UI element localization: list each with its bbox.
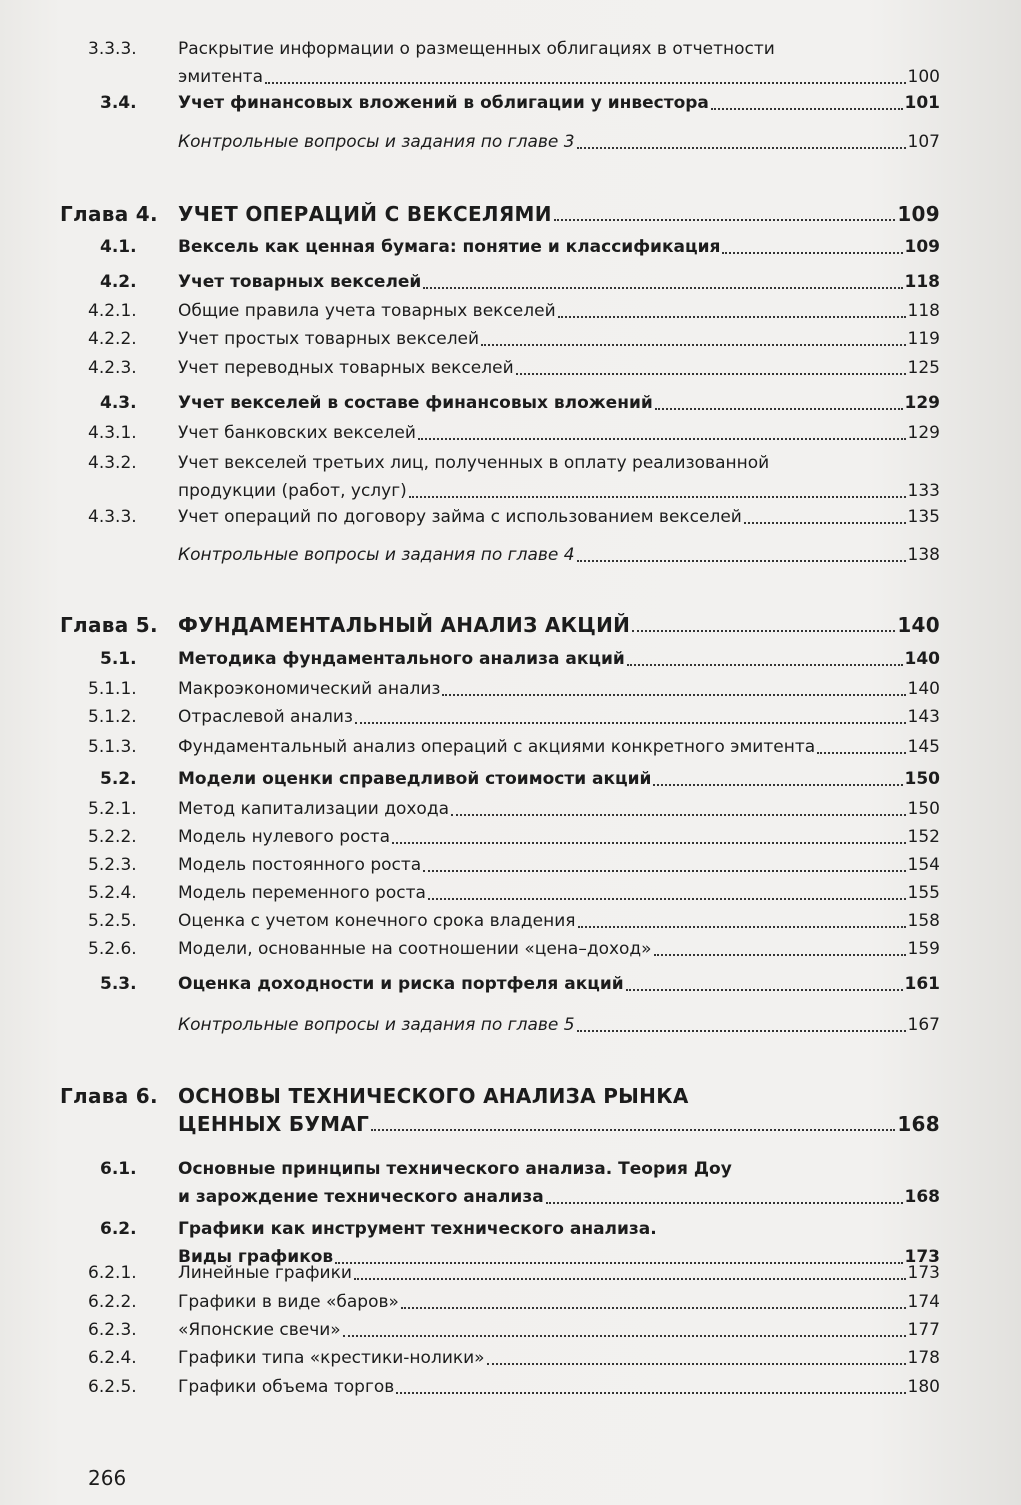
dot-leader — [409, 495, 906, 498]
toc-entry-page: 168 — [897, 1112, 940, 1136]
toc-entry-body — [178, 544, 940, 566]
toc-entry-body — [178, 328, 940, 350]
toc-entry-number: 6.1. — [100, 1159, 137, 1179]
toc-entry-title: Учет товарных векселей — [178, 272, 422, 292]
toc-entry-page: 167 — [907, 1015, 940, 1035]
toc-entry-title: Виды графиков — [178, 1247, 334, 1267]
toc-entry-page: 135 — [907, 507, 940, 527]
toc-entry-body — [178, 300, 940, 322]
toc-entry-title: УЧЕТ ОПЕРАЦИЙ С ВЕКСЕЛЯМИ — [178, 202, 552, 226]
toc-entry-body — [178, 768, 940, 790]
dot-leader — [722, 251, 902, 254]
toc-entry-body — [178, 452, 940, 502]
toc-entry-body — [178, 422, 940, 444]
dot-leader — [558, 315, 906, 318]
toc-entry-body — [178, 1014, 940, 1036]
toc-entry-title: Отраслевой анализ — [178, 707, 353, 727]
dot-leader — [354, 1277, 906, 1280]
toc-entry-body — [178, 38, 940, 88]
toc-entry-number: 6.2.2. — [88, 1292, 137, 1312]
toc-entry-page: 143 — [907, 707, 940, 727]
dot-leader — [392, 841, 905, 844]
dot-leader — [401, 1306, 906, 1309]
toc-entry-number: 5.2.5. — [88, 911, 137, 931]
toc-entry-body — [178, 910, 940, 932]
toc-entry-body — [178, 203, 940, 225]
toc-entry-number: 4.3.3. — [88, 507, 137, 527]
toc-entry-title: Вексель как ценная бумага: понятие и классификация — [178, 237, 721, 257]
toc-entry-title: Учет переводных товарных векселей — [178, 358, 514, 378]
toc-entry-number: Глава 4. — [60, 202, 158, 226]
toc-entry-page: 140 — [904, 649, 940, 669]
dot-leader — [487, 1362, 906, 1365]
dot-leader — [265, 81, 906, 84]
toc-entry-number: 5.3. — [100, 974, 137, 994]
toc-entry-page: 145 — [907, 737, 940, 757]
dot-leader — [371, 1128, 895, 1131]
toc-entry-title: Модель переменного роста — [178, 883, 426, 903]
toc-entry-body — [178, 1347, 940, 1369]
dot-leader — [516, 372, 906, 375]
toc-entry-body — [178, 1158, 940, 1208]
toc-entry-body — [178, 826, 940, 848]
toc-entry-page: 140 — [907, 679, 940, 699]
toc-entry-title: и зарождение технического анализа — [178, 1187, 544, 1207]
dot-leader — [655, 407, 903, 410]
toc-entry-title: ФУНДАМЕНТАЛЬНЫЙ АНАЛИЗ АКЦИЙ — [178, 613, 631, 637]
toc-entry-title: Оценка с учетом конечного срока владения — [178, 911, 576, 931]
toc-entry-number: 5.1.1. — [88, 679, 137, 699]
dot-leader — [428, 897, 906, 900]
toc-entry-body — [178, 678, 940, 700]
toc-entry-number: 5.2.1. — [88, 799, 137, 819]
toc-entry-number: Глава 5. — [60, 613, 158, 637]
dot-leader — [546, 1201, 903, 1204]
toc-entry-number: Глава 6. — [60, 1084, 158, 1108]
toc-entry-title: Контрольные вопросы и задания по главе 3 — [178, 132, 575, 152]
toc-entry-title: Модель постоянного роста — [178, 855, 422, 875]
toc-entry-body — [178, 1262, 940, 1284]
dot-leader — [578, 925, 906, 928]
toc-entry-page: 155 — [907, 883, 940, 903]
toc-entry-title-line1: Раскрытие информации о размещенных облигациях в отчетности — [178, 39, 775, 59]
toc-entry-page: 129 — [904, 393, 940, 413]
toc-entry-title: Графики типа «крестики-нолики» — [178, 1348, 485, 1368]
toc-entry-number: 5.2. — [100, 769, 137, 789]
toc-entry-title: Методика фундаментального анализа акций — [178, 649, 625, 669]
toc-entry-body — [178, 236, 940, 258]
dot-leader — [451, 813, 906, 816]
toc-entry-page: 140 — [897, 613, 940, 637]
toc-entry-title: продукции (работ, услуг) — [178, 481, 407, 501]
toc-entry-page: 138 — [907, 545, 940, 565]
toc-entry-page: 180 — [907, 1377, 940, 1397]
toc-entry-title: Учет векселей в составе финансовых вложений — [178, 393, 653, 413]
toc-entry-body — [178, 1218, 940, 1268]
toc-entry-number: 4.3.1. — [88, 423, 137, 443]
toc-entry-page: 133 — [907, 481, 940, 501]
toc-entry-title: Модели, основанные на соотношении «цена–доход» — [178, 939, 652, 959]
toc-entry-title-line1: Учет векселей третьих лиц, полученных в оплату реализованной — [178, 453, 770, 473]
toc-entry-number: 4.2.3. — [88, 358, 137, 378]
toc-entry-page: 173 — [907, 1263, 940, 1283]
toc-entry-number: 6.2.1. — [88, 1263, 137, 1283]
toc-entry-body — [178, 1291, 940, 1313]
toc-entry-body — [178, 1085, 940, 1135]
toc-entry-title: Учет простых товарных векселей — [178, 329, 480, 349]
toc-entry-page: 125 — [907, 358, 940, 378]
toc-entry-title: Общие правила учета товарных векселей — [178, 301, 556, 321]
toc-entry-number: 5.2.3. — [88, 855, 137, 875]
toc-entry-page: 150 — [904, 769, 940, 789]
dot-leader — [653, 783, 902, 786]
toc-entry-page: 174 — [907, 1292, 940, 1312]
toc-entry-page: 101 — [904, 93, 940, 113]
toc-entry-page: 118 — [904, 272, 940, 292]
toc-entry-body — [178, 614, 940, 636]
toc-entry-number: 4.3. — [100, 393, 137, 413]
toc-entry-title: Учет операций по договору займа с использованием векселей — [178, 507, 742, 527]
dot-leader — [577, 1029, 906, 1032]
toc-entry-body — [178, 271, 940, 293]
toc-entry-title: Учет банковских векселей — [178, 423, 416, 443]
toc-entry-page: 109 — [904, 237, 940, 257]
toc-entry-title: Модели оценки справедливой стоимости акций — [178, 769, 652, 789]
toc-entry-body — [178, 854, 940, 876]
toc-entry-page: 100 — [907, 67, 940, 87]
dot-leader — [817, 751, 905, 754]
toc-entry-page: 178 — [907, 1348, 940, 1368]
toc-entry-number: 5.2.6. — [88, 939, 137, 959]
dot-leader — [343, 1334, 906, 1337]
toc-entry-number: 3.3.3. — [88, 39, 137, 59]
toc-entry-number: 5.1.3. — [88, 737, 137, 757]
dot-leader — [442, 693, 905, 696]
dot-leader — [577, 146, 906, 149]
toc-entry-number: 4.3.2. — [88, 453, 137, 473]
toc-entry-title: Метод капитализации дохода — [178, 799, 449, 819]
dot-leader — [577, 559, 906, 562]
toc-entry-body — [178, 392, 940, 414]
toc-entry-body — [178, 882, 940, 904]
toc-entry-number: 4.2.2. — [88, 329, 137, 349]
dot-leader — [711, 107, 903, 110]
toc-entry-page: 152 — [907, 827, 940, 847]
dot-leader — [418, 437, 906, 440]
toc-entry-title: Оценка доходности и риска портфеля акций — [178, 974, 624, 994]
toc-entry-title: Фундаментальный анализ операций с акциями конкретного эмитента — [178, 737, 816, 757]
toc-entry-body — [178, 1319, 940, 1341]
toc-entry-page: 150 — [907, 799, 940, 819]
dot-leader — [627, 663, 903, 666]
dot-leader — [423, 286, 902, 289]
toc-entry-number: 5.1. — [100, 649, 137, 669]
toc-entry-title-line1: Основные принципы технического анализа. Теория Доу — [178, 1159, 732, 1179]
toc-entry-title: Графики объема торгов — [178, 1377, 395, 1397]
toc-entry-body — [178, 131, 940, 153]
page-number: 266 — [88, 1466, 127, 1490]
toc-entry-number: 4.2. — [100, 272, 137, 292]
toc-entry-title: «Японские свечи» — [178, 1320, 341, 1340]
toc-entry-title-line1: Графики как инструмент технического анализа. — [178, 1219, 657, 1239]
dot-leader — [481, 343, 905, 346]
toc-entry-number: 3.4. — [100, 93, 137, 113]
dot-leader — [632, 629, 895, 632]
dot-leader — [626, 988, 903, 991]
dot-leader — [423, 869, 905, 872]
toc-entry-page: 119 — [907, 329, 940, 349]
toc-entry-page: 161 — [904, 974, 940, 994]
toc-entry-title: Модель нулевого роста — [178, 827, 391, 847]
toc-entry-page: 107 — [907, 132, 940, 152]
toc-entry-page: 154 — [907, 855, 940, 875]
toc-entry-page: 118 — [907, 301, 940, 321]
toc-entry-number: 6.2.5. — [88, 1377, 137, 1397]
toc-entry-page: 173 — [904, 1247, 940, 1267]
toc-entry-page: 129 — [907, 423, 940, 443]
toc-entry-page: 109 — [897, 202, 940, 226]
toc-entry-body — [178, 1376, 940, 1398]
toc-entry-number: 6.2.4. — [88, 1348, 137, 1368]
toc-entry-body — [178, 938, 940, 960]
toc-entry-body — [178, 357, 940, 379]
toc-entry-title: Макроэкономический анализ — [178, 679, 441, 699]
toc-entry-body — [178, 506, 940, 528]
toc-entry-number: 6.2.3. — [88, 1320, 137, 1340]
dot-leader — [355, 721, 906, 724]
toc-entry-page: 158 — [907, 911, 940, 931]
toc-entry-title: Графики в виде «баров» — [178, 1292, 399, 1312]
toc-entry-title: эмитента — [178, 67, 263, 87]
toc-entry-page: 159 — [907, 939, 940, 959]
toc-entry-page: 168 — [904, 1187, 940, 1207]
toc-entry-title: ЦЕННЫХ БУМАГ — [178, 1112, 370, 1136]
toc-entry-body — [178, 798, 940, 820]
toc-entry-title: Учет финансовых вложений в облигации у инвестора — [178, 93, 709, 113]
toc-entry-page: 177 — [907, 1320, 940, 1340]
toc-entry-number: 6.2. — [100, 1219, 137, 1239]
toc-entry-title: Контрольные вопросы и задания по главе 5 — [178, 1015, 575, 1035]
toc-entry-title-line1: ОСНОВЫ ТЕХНИЧЕСКОГО АНАЛИЗА РЫНКА — [178, 1084, 689, 1108]
dot-leader — [744, 521, 906, 524]
dot-leader — [554, 218, 896, 221]
toc-entry-number: 4.2.1. — [88, 301, 137, 321]
toc-entry-body — [178, 736, 940, 758]
dot-leader — [396, 1391, 905, 1394]
dot-leader — [654, 953, 906, 956]
toc-entry-body — [178, 648, 940, 670]
toc-entry-number: 5.1.2. — [88, 707, 137, 727]
toc-entry-body — [178, 92, 940, 114]
toc-entry-body — [178, 706, 940, 728]
toc-entry-title: Контрольные вопросы и задания по главе 4 — [178, 545, 575, 565]
toc-entry-number: 5.2.2. — [88, 827, 137, 847]
toc-entry-title: Линейные графики — [178, 1263, 352, 1283]
toc-entry-number: 5.2.4. — [88, 883, 137, 903]
toc-entry-number: 4.1. — [100, 237, 137, 257]
toc-entry-body — [178, 973, 940, 995]
